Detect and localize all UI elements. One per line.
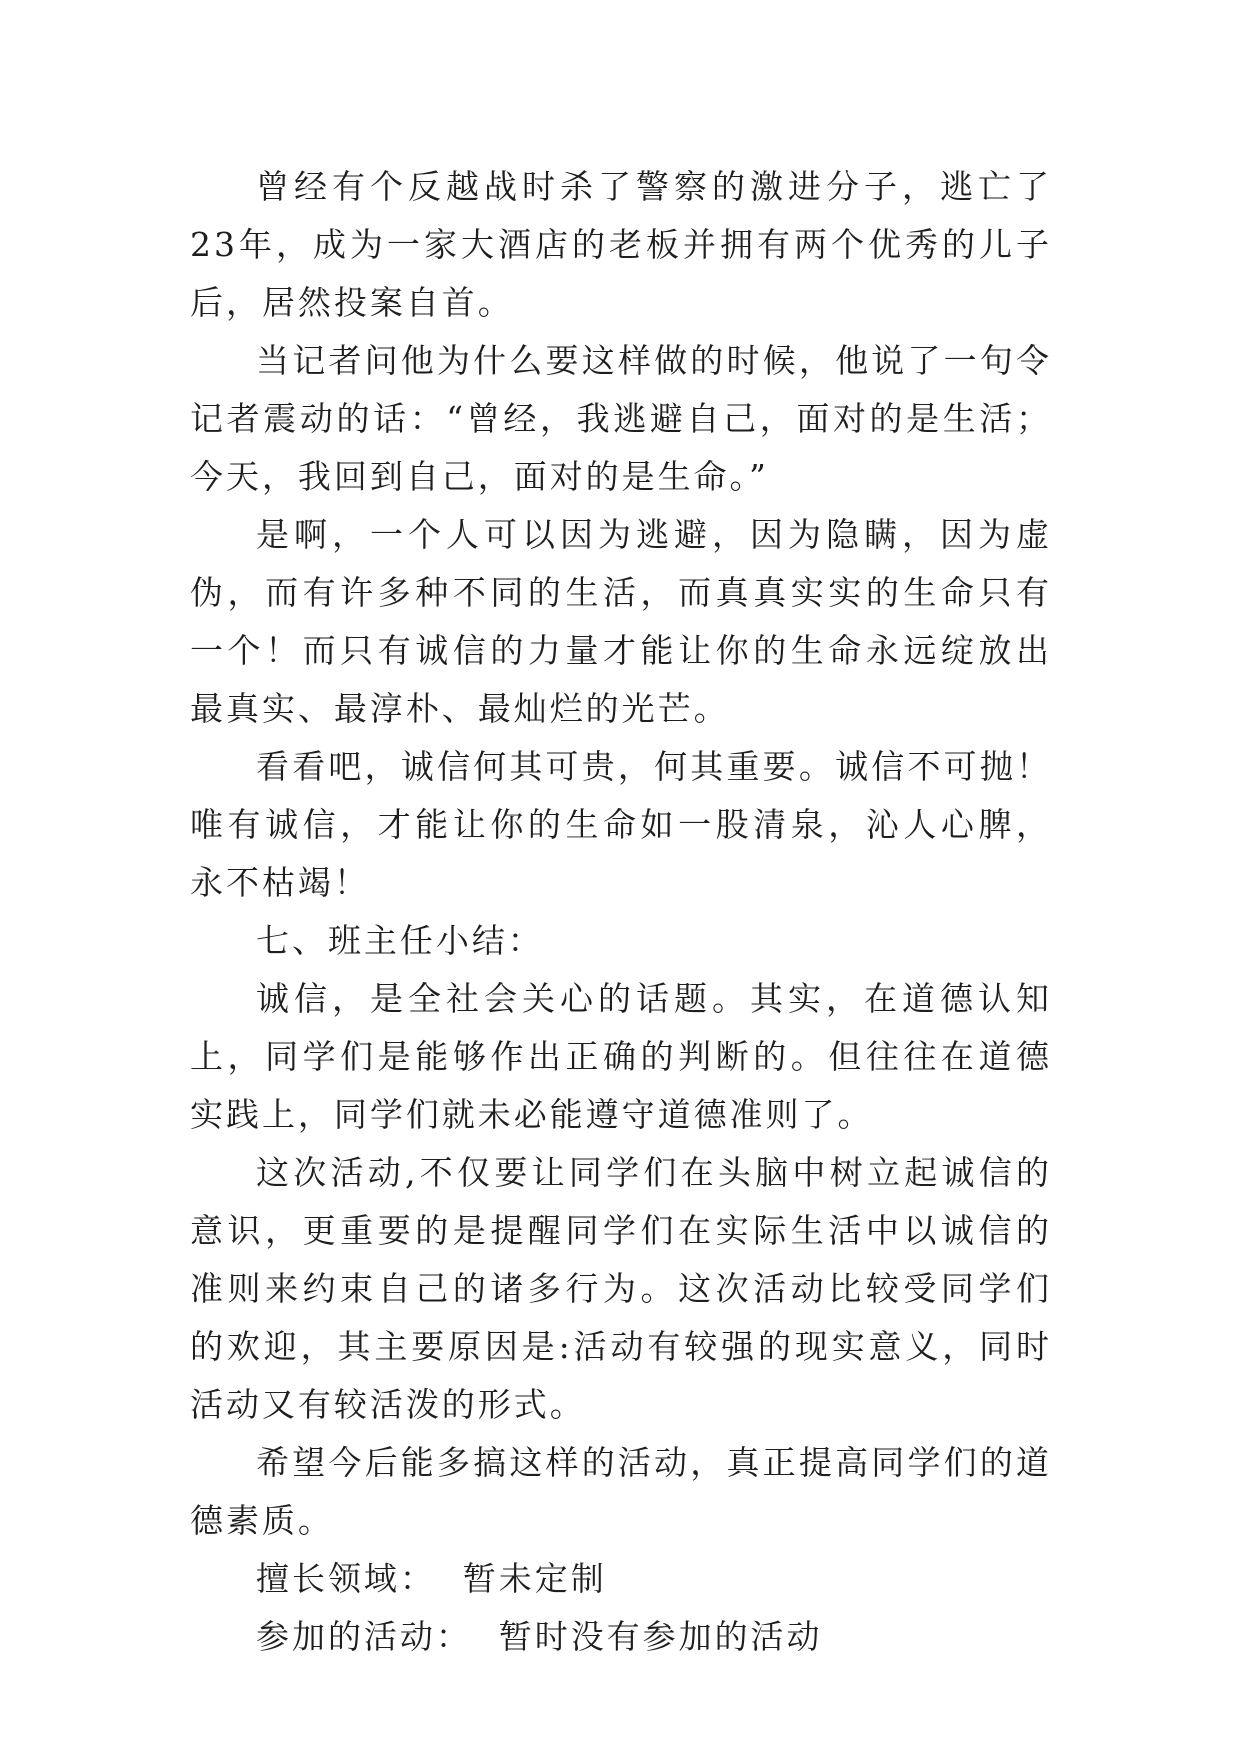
specialty-row	[190, 1550, 1052, 1608]
specialty-value: 暂未定制	[462, 1559, 607, 1598]
activity-row	[190, 1608, 1052, 1666]
paragraph-life-reflection: 是啊，一个人可以因为逃避，因为隐瞒，因为虚伪，而有许多种不同的生活，而真真实实的生命只有一个！而只有诚信的力量才能让你的生命永远绽放出最真实、最淳朴、最灿烂的光芒。	[190, 515, 1052, 728]
paragraph-integrity-value: 看看吧，诚信何其可贵，何其重要。诚信不可抛！唯有诚信，才能让你的生命如一股清泉，沁人心脾，永不枯竭！	[190, 747, 1052, 902]
document-page	[190, 158, 1052, 1666]
paragraph-activity-purpose: 这次活动,不仅要让同学们在头脑中树立起诚信的意识，更重要的是提醒同学们在实际生活中以诚信的准则来约束自己的诸多行为。这次活动比较受同学们的欢迎，其主要原因是:活动有较强的现实意义，同时活动又有较活泼的形式。	[190, 1153, 1052, 1424]
paragraph-reporter-question: 当记者问他为什么要这样做的时候，他说了一句令记者震动的话：“曾经，我逃避自己，面对的是生活；今天，我回到自己，面对的是生命。”	[190, 341, 1052, 496]
paragraph-fugitive-story: 曾经有个反越战时杀了警察的激进分子，逃亡了23年，成为一家大酒店的老板并拥有两个优秀的儿子后，居然投案自首。	[190, 167, 1052, 322]
section-heading-summary: 七、班主任小结：	[256, 921, 544, 960]
specialty-label: 擅长领域：	[256, 1559, 436, 1598]
paragraph-summary-intro: 诚信，是全社会关心的话题。其实，在道德认知上，同学们是能够作出正确的判断的。但往往在道德实践上，同学们就未必能遵守道德准则了。	[190, 979, 1052, 1134]
activity-value: 暂时没有参加的活动	[498, 1617, 823, 1656]
activity-label: 参加的活动：	[256, 1617, 472, 1656]
paragraph-future-hope: 希望今后能多搞这样的活动，真正提高同学们的道德素质。	[190, 1443, 1052, 1540]
